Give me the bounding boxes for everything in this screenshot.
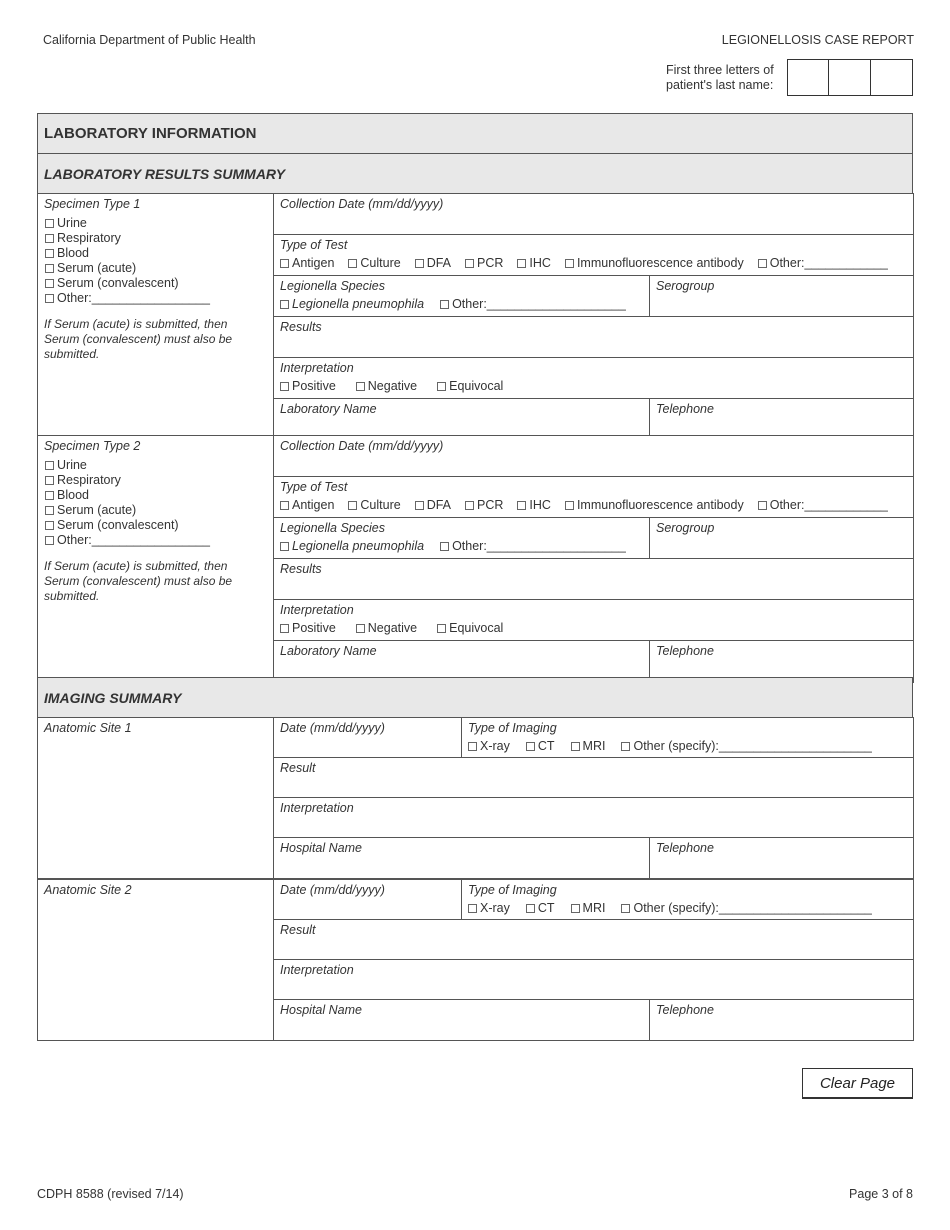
imaging-interpretation-field[interactable] bbox=[273, 797, 914, 838]
specimen-option-3[interactable] bbox=[45, 246, 210, 261]
interpretation-options bbox=[280, 621, 523, 635]
results-label: Results bbox=[280, 320, 322, 334]
type-of-test-field[interactable] bbox=[273, 476, 914, 518]
collection-date-field[interactable] bbox=[273, 193, 914, 235]
checkbox[interactable] bbox=[45, 461, 54, 470]
imaging-option-4[interactable] bbox=[621, 739, 871, 753]
collection-date-field[interactable] bbox=[273, 435, 914, 477]
imaging-result-label: Result bbox=[280, 923, 316, 937]
test-option-3-label: DFA bbox=[426, 498, 452, 512]
form-id: CDPH 8588 (revised 7/14) bbox=[37, 1187, 184, 1201]
imaging-option-2-label: CT bbox=[537, 739, 555, 753]
serogroup-label: Serogroup bbox=[656, 521, 715, 535]
specimen-option-4-label: Serum (acute) bbox=[57, 503, 137, 517]
specimen-option-6[interactable] bbox=[45, 533, 210, 548]
test-option-7[interactable] bbox=[758, 498, 888, 512]
test-option-1[interactable] bbox=[280, 256, 334, 270]
test-option-4[interactable] bbox=[465, 256, 503, 270]
hospital-name-field[interactable] bbox=[273, 999, 650, 1041]
specimen-option-5-label: Serum (convalescent) bbox=[57, 276, 179, 290]
species-pneumophila-label: Legionella pneumophila bbox=[292, 297, 425, 311]
checkbox[interactable] bbox=[758, 259, 767, 268]
type-of-imaging-label: Type of Imaging bbox=[468, 721, 557, 735]
type-of-imaging-field[interactable] bbox=[461, 717, 914, 758]
type-of-test-label: Type of Test bbox=[280, 238, 348, 252]
initials-label: First three letters of patient's last name: bbox=[666, 63, 774, 92]
checkbox[interactable] bbox=[440, 542, 449, 551]
specimen-option-5[interactable] bbox=[45, 276, 210, 291]
test-options bbox=[280, 256, 888, 270]
anatomic-site-1-panel bbox=[37, 717, 274, 879]
imaging-summary-header bbox=[37, 677, 913, 718]
test-option-5[interactable] bbox=[517, 498, 551, 512]
specimen-type-label: Specimen Type 2 bbox=[44, 439, 141, 453]
specimen-option-5[interactable] bbox=[45, 518, 210, 533]
type-of-test-label: Type of Test bbox=[280, 480, 348, 494]
checkbox[interactable] bbox=[280, 382, 289, 391]
checkbox[interactable] bbox=[45, 506, 54, 515]
hospital-telephone-field[interactable] bbox=[649, 999, 914, 1041]
interpretation-label: Interpretation bbox=[280, 361, 354, 375]
specimen-option-2[interactable] bbox=[45, 473, 210, 488]
imaging-date-field[interactable] bbox=[273, 879, 462, 920]
collection-date-label: Collection Date (mm/dd/yyyy) bbox=[280, 439, 444, 453]
specimen-option-3-label: Blood bbox=[57, 246, 89, 260]
checkbox[interactable] bbox=[45, 219, 54, 228]
specimen-option-1-label: Urine bbox=[57, 216, 87, 230]
specimen-option-4[interactable] bbox=[45, 503, 210, 518]
species-other-label: Other:____________________ bbox=[452, 297, 626, 311]
specimen-option-1[interactable] bbox=[45, 458, 210, 473]
anatomic-site-2-panel bbox=[37, 879, 274, 1041]
checkbox[interactable] bbox=[526, 904, 535, 913]
specimen-option-6-label: Other:_________________ bbox=[57, 533, 210, 547]
test-option-6-label: Immunofluorescence antibody bbox=[576, 498, 744, 512]
specimen-type-options bbox=[45, 216, 210, 306]
species-pneumophila[interactable] bbox=[280, 297, 424, 311]
test-option-3-label: DFA bbox=[426, 256, 452, 270]
test-option-6[interactable] bbox=[565, 498, 744, 512]
test-option-4-label: PCR bbox=[477, 256, 504, 270]
species-options bbox=[280, 539, 626, 553]
checkbox[interactable] bbox=[517, 259, 526, 268]
initial-box-3[interactable] bbox=[871, 60, 912, 95]
checkbox[interactable] bbox=[356, 382, 365, 391]
test-option-5-label: IHC bbox=[529, 498, 551, 512]
checkbox[interactable] bbox=[468, 904, 477, 913]
hospital-name-label: Hospital Name bbox=[280, 1003, 362, 1017]
specimen-option-5-label: Serum (convalescent) bbox=[57, 518, 179, 532]
imaging-option-2[interactable] bbox=[526, 739, 555, 753]
test-options bbox=[280, 498, 888, 512]
checkbox[interactable] bbox=[565, 501, 574, 510]
imaging-result-field[interactable] bbox=[273, 919, 914, 960]
interpretation-option-3[interactable] bbox=[437, 621, 503, 635]
imaging-option-3[interactable] bbox=[571, 739, 606, 753]
checkbox[interactable] bbox=[45, 234, 54, 243]
species-other-label: Other:____________________ bbox=[452, 539, 626, 553]
specimen-type-options bbox=[45, 458, 210, 548]
checkbox[interactable] bbox=[45, 536, 54, 545]
imaging-option-1-label: X-ray bbox=[480, 901, 510, 915]
interpretation-option-3-label: Equivocal bbox=[449, 379, 504, 393]
interpretation-option-1[interactable] bbox=[280, 621, 336, 635]
interpretation-field[interactable] bbox=[273, 599, 914, 641]
checkbox[interactable] bbox=[415, 501, 424, 510]
specimen-option-6-label: Other:_________________ bbox=[57, 291, 210, 305]
specimen-option-1[interactable] bbox=[45, 216, 210, 231]
serum-note: If Serum (acute) is submitted, then Serum (convalescent) must also be submitted. bbox=[44, 559, 233, 603]
imaging-interpretation-label: Interpretation bbox=[280, 963, 354, 977]
type-of-imaging-field[interactable] bbox=[461, 879, 914, 920]
specimen-type-label: Specimen Type 1 bbox=[44, 197, 141, 211]
legionella-species-label: Legionella Species bbox=[280, 521, 385, 535]
specimen-type-2-panel bbox=[37, 435, 274, 678]
checkbox[interactable] bbox=[440, 300, 449, 309]
specimen-option-2-label: Respiratory bbox=[57, 231, 121, 245]
checkbox[interactable] bbox=[280, 300, 289, 309]
lab-telephone-label: Telephone bbox=[656, 644, 714, 658]
checkbox[interactable] bbox=[571, 904, 580, 913]
checkbox[interactable] bbox=[45, 476, 54, 485]
interpretation-field[interactable] bbox=[273, 357, 914, 399]
interpretation-option-3[interactable] bbox=[437, 379, 503, 393]
type-of-imaging-label: Type of Imaging bbox=[468, 883, 557, 897]
species-other[interactable] bbox=[440, 297, 626, 311]
checkbox[interactable] bbox=[758, 501, 767, 510]
test-option-2-label: Culture bbox=[360, 256, 401, 270]
checkbox[interactable] bbox=[45, 521, 54, 530]
imaging-option-1[interactable] bbox=[468, 901, 510, 915]
imaging-date-field[interactable] bbox=[273, 717, 462, 758]
imaging-option-1[interactable] bbox=[468, 739, 510, 753]
checkbox[interactable] bbox=[526, 742, 535, 751]
imaging-option-2-label: CT bbox=[537, 901, 555, 915]
lab-summary-title: LABORATORY RESULTS SUMMARY bbox=[44, 166, 286, 182]
checkbox[interactable] bbox=[571, 742, 580, 751]
checkbox[interactable] bbox=[437, 382, 446, 391]
specimen-option-1-label: Urine bbox=[57, 458, 87, 472]
checkbox[interactable] bbox=[465, 501, 474, 510]
checkbox[interactable] bbox=[565, 259, 574, 268]
interpretation-option-1[interactable] bbox=[280, 379, 336, 393]
species-other[interactable] bbox=[440, 539, 626, 553]
laboratory-name-label: Laboratory Name bbox=[280, 402, 377, 416]
results-field[interactable] bbox=[273, 316, 914, 358]
test-option-5[interactable] bbox=[517, 256, 551, 270]
laboratory-name-label: Laboratory Name bbox=[280, 644, 377, 658]
hospital-name-label: Hospital Name bbox=[280, 841, 362, 855]
imaging-option-3[interactable] bbox=[571, 901, 606, 915]
hospital-name-field[interactable] bbox=[273, 837, 650, 879]
interpretation-option-2[interactable] bbox=[356, 379, 417, 393]
lab-telephone-label: Telephone bbox=[656, 402, 714, 416]
imaging-option-1-label: X-ray bbox=[480, 739, 510, 753]
collection-date-label: Collection Date (mm/dd/yyyy) bbox=[280, 197, 444, 211]
species-pneumophila-label: Legionella pneumophila bbox=[292, 539, 425, 553]
test-option-1-label: Antigen bbox=[292, 256, 335, 270]
section-header bbox=[37, 113, 913, 154]
specimen-option-4[interactable] bbox=[45, 261, 210, 276]
checkbox[interactable] bbox=[468, 742, 477, 751]
imaging-option-4-label: Other (specify):______________________ bbox=[633, 739, 872, 753]
imaging-type-options bbox=[468, 901, 872, 915]
test-option-6[interactable] bbox=[565, 256, 744, 270]
checkbox[interactable] bbox=[280, 259, 289, 268]
checkbox[interactable] bbox=[45, 294, 54, 303]
interpretation-label: Interpretation bbox=[280, 603, 354, 617]
interpretation-option-1-label: Positive bbox=[292, 621, 336, 635]
serogroup-field[interactable] bbox=[649, 517, 914, 559]
legionella-species-label: Legionella Species bbox=[280, 279, 385, 293]
imaging-option-3-label: MRI bbox=[582, 901, 606, 915]
hospital-telephone-label: Telephone bbox=[656, 1003, 714, 1017]
test-option-2-label: Culture bbox=[360, 498, 401, 512]
checkbox[interactable] bbox=[356, 624, 365, 633]
checkbox[interactable] bbox=[517, 501, 526, 510]
test-option-4[interactable] bbox=[465, 498, 503, 512]
checkbox[interactable] bbox=[45, 491, 54, 500]
checkbox[interactable] bbox=[45, 279, 54, 288]
imaging-option-3-label: MRI bbox=[582, 739, 606, 753]
results-field[interactable] bbox=[273, 558, 914, 600]
imaging-result-field[interactable] bbox=[273, 757, 914, 798]
imaging-result-label: Result bbox=[280, 761, 316, 775]
anatomic-site-label: Anatomic Site 1 bbox=[44, 721, 132, 735]
imaging-type-options bbox=[468, 739, 872, 753]
imaging-date-label: Date (mm/dd/yyyy) bbox=[280, 721, 385, 735]
legionella-species-field[interactable] bbox=[273, 275, 650, 317]
test-option-3[interactable] bbox=[415, 256, 451, 270]
anatomic-site-label: Anatomic Site 2 bbox=[44, 883, 132, 897]
checkbox[interactable] bbox=[621, 742, 630, 751]
report-title: LEGIONELLOSIS CASE REPORT bbox=[721, 33, 914, 47]
test-option-1[interactable] bbox=[280, 498, 334, 512]
imaging-interpretation-label: Interpretation bbox=[280, 801, 354, 815]
results-label: Results bbox=[280, 562, 322, 576]
imaging-summary-title: IMAGING SUMMARY bbox=[44, 690, 182, 706]
test-option-4-label: PCR bbox=[477, 498, 504, 512]
test-option-7-label: Other:____________ bbox=[769, 256, 888, 270]
section-title: LABORATORY INFORMATION bbox=[44, 125, 257, 142]
interpretation-option-2-label: Negative bbox=[367, 379, 418, 393]
interpretation-option-1-label: Positive bbox=[292, 379, 336, 393]
checkbox[interactable] bbox=[45, 264, 54, 273]
test-option-6-label: Immunofluorescence antibody bbox=[576, 256, 744, 270]
serogroup-field[interactable] bbox=[649, 275, 914, 317]
specimen-option-3[interactable] bbox=[45, 488, 210, 503]
lab-summary-header bbox=[37, 153, 913, 194]
agency-name: California Department of Public Health bbox=[43, 33, 256, 47]
checkbox[interactable] bbox=[348, 259, 357, 268]
checkbox[interactable] bbox=[465, 259, 474, 268]
initials-boxes bbox=[787, 59, 913, 96]
page-number: Page 3 of 8 bbox=[849, 1187, 913, 1201]
interpretation-option-2[interactable] bbox=[356, 621, 417, 635]
serum-note: If Serum (acute) is submitted, then Serum (convalescent) must also be submitted. bbox=[44, 317, 233, 361]
species-pneumophila[interactable] bbox=[280, 539, 424, 553]
imaging-interpretation-field[interactable] bbox=[273, 959, 914, 1000]
specimen-option-2-label: Respiratory bbox=[57, 473, 121, 487]
test-option-1-label: Antigen bbox=[292, 498, 335, 512]
checkbox[interactable] bbox=[45, 249, 54, 258]
checkbox[interactable] bbox=[280, 501, 289, 510]
specimen-option-6[interactable] bbox=[45, 291, 210, 306]
test-option-7[interactable] bbox=[758, 256, 888, 270]
type-of-test-field[interactable] bbox=[273, 234, 914, 276]
hospital-telephone-label: Telephone bbox=[656, 841, 714, 855]
imaging-option-2[interactable] bbox=[526, 901, 555, 915]
specimen-type-1-panel bbox=[37, 193, 274, 436]
specimen-option-3-label: Blood bbox=[57, 488, 89, 502]
test-option-2[interactable] bbox=[348, 498, 400, 512]
test-option-7-label: Other:____________ bbox=[769, 498, 888, 512]
legionella-species-field[interactable] bbox=[273, 517, 650, 559]
interpretation-option-3-label: Equivocal bbox=[449, 621, 504, 635]
interpretation-options bbox=[280, 379, 523, 393]
test-option-5-label: IHC bbox=[529, 256, 551, 270]
interpretation-option-2-label: Negative bbox=[367, 621, 418, 635]
checkbox[interactable] bbox=[415, 259, 424, 268]
imaging-option-4[interactable] bbox=[621, 901, 871, 915]
specimen-option-2[interactable] bbox=[45, 231, 210, 246]
test-option-2[interactable] bbox=[348, 256, 400, 270]
hospital-telephone-field[interactable] bbox=[649, 837, 914, 879]
checkbox[interactable] bbox=[621, 904, 630, 913]
imaging-option-4-label: Other (specify):______________________ bbox=[633, 901, 872, 915]
checkbox[interactable] bbox=[280, 542, 289, 551]
clear-page-button[interactable]: Clear Page bbox=[802, 1068, 913, 1099]
imaging-date-label: Date (mm/dd/yyyy) bbox=[280, 883, 385, 897]
checkbox[interactable] bbox=[437, 624, 446, 633]
test-option-3[interactable] bbox=[415, 498, 451, 512]
species-options bbox=[280, 297, 626, 311]
specimen-option-4-label: Serum (acute) bbox=[57, 261, 137, 275]
checkbox[interactable] bbox=[348, 501, 357, 510]
checkbox[interactable] bbox=[280, 624, 289, 633]
initial-box-1[interactable] bbox=[788, 60, 829, 95]
initial-box-2[interactable] bbox=[829, 60, 870, 95]
serogroup-label: Serogroup bbox=[656, 279, 715, 293]
